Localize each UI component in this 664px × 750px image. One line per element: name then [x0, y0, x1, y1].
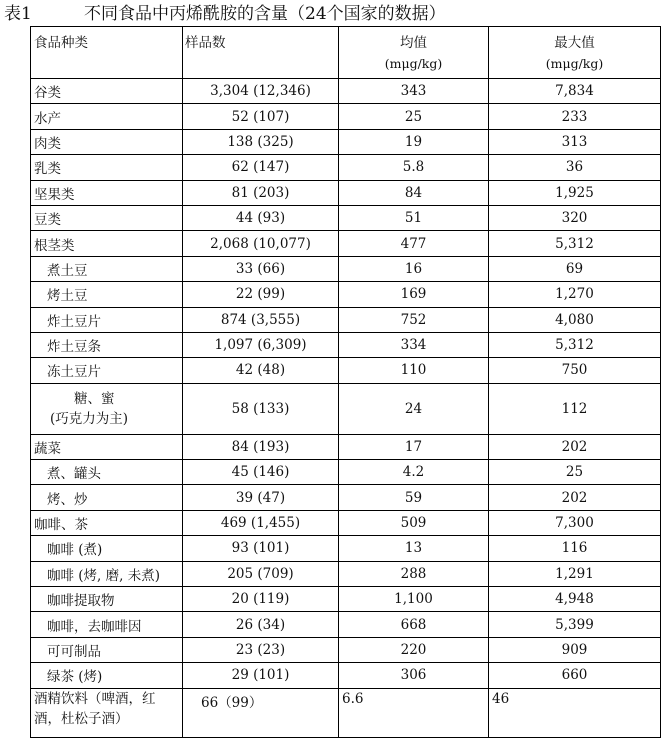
header-max-label: 最大值 — [554, 35, 595, 51]
max-value: 25 — [489, 460, 661, 485]
table-row — [31, 460, 661, 485]
sample-count: 42 (48) — [183, 358, 339, 383]
sample-count: 93 (101) — [183, 536, 339, 561]
max-value: 5,312 — [489, 231, 661, 256]
sample-count: 39 (47) — [183, 485, 339, 510]
table-row — [31, 155, 661, 180]
table-row — [31, 231, 661, 256]
sample-count: 81 (203) — [183, 180, 339, 205]
max-value: 233 — [489, 104, 661, 129]
max-value: 4,080 — [489, 307, 661, 332]
food-name: 咖啡，去咖啡因 — [31, 612, 183, 637]
sample-count: 3,304 (12,346) — [183, 79, 339, 104]
max-value: 36 — [489, 155, 661, 180]
mean-value: 477 — [339, 231, 489, 256]
max-value: 202 — [489, 485, 661, 510]
table-row — [31, 282, 661, 307]
max-value: 7,834 — [489, 79, 661, 104]
table-row — [31, 332, 661, 357]
max-value: 5,399 — [489, 612, 661, 637]
mean-value: 509 — [339, 510, 489, 535]
table-row — [31, 561, 661, 586]
max-value: 1,925 — [489, 180, 661, 205]
food-name: 豆类 — [31, 205, 183, 230]
header-mean — [339, 27, 489, 79]
mean-value: 343 — [339, 79, 489, 104]
table-row — [31, 663, 661, 688]
food-name: 绿茶 (烤) — [31, 663, 183, 688]
max-value: 313 — [489, 129, 661, 154]
table-row — [31, 307, 661, 332]
header-mean-unit: (mμg/kg) — [384, 56, 443, 71]
sample-count: 23 (23) — [183, 637, 339, 662]
sample-count: 62 (147) — [183, 155, 339, 180]
mean-value: 4.2 — [339, 460, 489, 485]
mean-value: 668 — [339, 612, 489, 637]
sample-count: 52 (107) — [183, 104, 339, 129]
table-row — [31, 510, 661, 535]
sample-count: 205 (709) — [183, 561, 339, 586]
mean-value: 1,100 — [339, 587, 489, 612]
sample-count: 20 (119) — [183, 587, 339, 612]
acrylamide-table — [30, 26, 661, 738]
table-row — [31, 79, 661, 104]
mean-value: 752 — [339, 307, 489, 332]
max-value: 4,948 — [489, 587, 661, 612]
table-title: 不同食品中丙烯酰胺的含量（24个国家的数据） — [84, 4, 446, 24]
mean-value: 16 — [339, 256, 489, 281]
table-row — [31, 536, 661, 561]
food-name: 肉类 — [31, 129, 183, 154]
food-name: 可可制品 — [31, 637, 183, 662]
mean-value: 6.6 — [339, 688, 489, 737]
food-name: 咖啡、茶 — [31, 510, 183, 535]
sample-count: 2,068 (10,077) — [183, 231, 339, 256]
table-row — [31, 104, 661, 129]
food-name-line1: 糖、蜜 — [74, 390, 115, 407]
mean-value: 17 — [339, 434, 489, 459]
max-value: 112 — [489, 383, 661, 434]
table-row — [31, 205, 661, 230]
sample-count: 138 (325) — [183, 129, 339, 154]
max-value: 660 — [489, 663, 661, 688]
header-row — [31, 27, 661, 79]
food-name: 蔬菜 — [31, 434, 183, 459]
sample-count: 44 (93) — [183, 205, 339, 230]
max-value: 116 — [489, 536, 661, 561]
table-row — [31, 434, 661, 459]
mean-value: 51 — [339, 205, 489, 230]
header-max — [489, 27, 661, 79]
mean-value: 24 — [339, 383, 489, 434]
sample-count: 29 (101) — [183, 663, 339, 688]
max-value: 5,312 — [489, 332, 661, 357]
sample-count: 1,097 (6,309) — [183, 332, 339, 357]
food-name: 炸土豆片 — [31, 307, 183, 332]
max-value: 7,300 — [489, 510, 661, 535]
sample-count: 84 (193) — [183, 434, 339, 459]
food-name: 咖啡 (煮) — [31, 536, 183, 561]
table-row — [31, 129, 661, 154]
table-row — [31, 587, 661, 612]
food-name: 煮土豆 — [31, 256, 183, 281]
food-name — [31, 383, 183, 434]
table-number: 表1 — [4, 4, 32, 24]
mean-value: 334 — [339, 332, 489, 357]
food-name: 煮、罐头 — [31, 460, 183, 485]
table-row — [31, 180, 661, 205]
table-row — [31, 256, 661, 281]
food-name: 烤、炒 — [31, 485, 183, 510]
sample-count: 874 (3,555) — [183, 307, 339, 332]
food-name: 水产 — [31, 104, 183, 129]
table-row — [31, 688, 661, 737]
max-value: 1,270 — [489, 282, 661, 307]
max-value: 750 — [489, 358, 661, 383]
table-row — [31, 358, 661, 383]
max-value: 1,291 — [489, 561, 661, 586]
sample-count: 469 (1,455) — [183, 510, 339, 535]
food-name: 谷类 — [31, 79, 183, 104]
mean-value: 84 — [339, 180, 489, 205]
food-name: 乳类 — [31, 155, 183, 180]
food-name: 烤土豆 — [31, 282, 183, 307]
max-value: 909 — [489, 637, 661, 662]
sample-count: 26 (34) — [183, 612, 339, 637]
mean-value: 306 — [339, 663, 489, 688]
sample-count: 22 (99) — [183, 282, 339, 307]
max-value: 320 — [489, 205, 661, 230]
sample-count: 58 (133) — [183, 383, 339, 434]
max-value: 46 — [489, 688, 661, 737]
sample-count: 45 (146) — [183, 460, 339, 485]
table-row — [31, 612, 661, 637]
table-row — [31, 485, 661, 510]
mean-value: 25 — [339, 104, 489, 129]
mean-value: 220 — [339, 637, 489, 662]
header-sample-count: 样品数 — [183, 27, 339, 79]
table-row — [31, 637, 661, 662]
food-name: 冻土豆片 — [31, 358, 183, 383]
mean-value: 19 — [339, 129, 489, 154]
max-value: 202 — [489, 434, 661, 459]
mean-value: 13 — [339, 536, 489, 561]
header-max-unit: (mμg/kg) — [545, 56, 604, 71]
header-food-type: 食品种类 — [31, 27, 183, 79]
max-value: 69 — [489, 256, 661, 281]
food-name: 酒精饮料（啤酒，红酒，杜松子酒） — [31, 688, 183, 737]
mean-value: 110 — [339, 358, 489, 383]
food-name: 根茎类 — [31, 231, 183, 256]
mean-value: 288 — [339, 561, 489, 586]
food-name: 咖啡 (烤, 磨, 未煮) — [31, 561, 183, 586]
food-name: 咖啡提取物 — [31, 587, 183, 612]
mean-value: 5.8 — [339, 155, 489, 180]
food-name: 炸土豆条 — [31, 332, 183, 357]
table-row — [31, 383, 661, 434]
mean-value: 169 — [339, 282, 489, 307]
header-mean-label: 均值 — [400, 35, 427, 51]
sample-count: 66（99） — [183, 688, 339, 737]
food-name: 坚果类 — [31, 180, 183, 205]
food-name-line2: (巧克力为主) — [50, 410, 129, 427]
sample-count: 33 (66) — [183, 256, 339, 281]
mean-value: 59 — [339, 485, 489, 510]
table-caption — [4, 3, 446, 25]
